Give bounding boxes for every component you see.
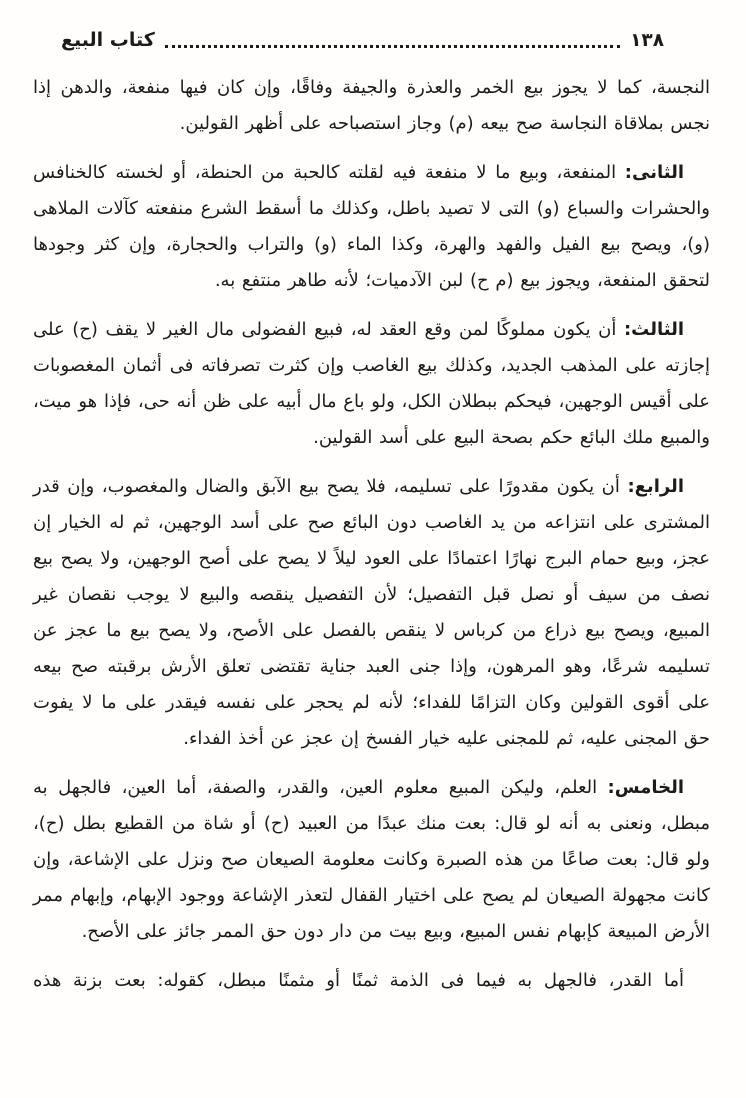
paragraph-4: [33, 469, 710, 757]
paragraph-3: [33, 312, 710, 456]
paragraph-1: [33, 70, 710, 142]
paragraph-text: أما القدر، فالجهل به فيما فى الذمة ثمنًا أو مثمنًا مبطل، كقوله: بعت بزنة هذه: [33, 969, 684, 991]
paragraph-text: النجسة، كما لا يجوز بيع الخمر والعذرة والجيفة وفاقًا، وإن كان فيها منفعة، والدهن إذا نجس بملاقاة النجاسة صح بيعه (م) وجاز استصباحه على أظهر القولين.: [33, 76, 710, 134]
paragraph-text: المنفعة، وبيع ما لا منفعة فيه لقلته كالحبة من الحنطة، أو لخسته كالخنافس والحشرات والسباع (و) التى لا تصيد باطل، وكذلك ما أسقط الشرع منفعته كآلات الملاهى (و)، ويصح بيع الفيل والفهد والهرة، وكذا الماء (و) والتراب والحجارة، وإن كثر وجودها لتحقق المنفعة، ويجوز بيع (م ح) لبن الآدميات؛ لأنه طاهر منتفع به.: [33, 161, 710, 291]
paragraph-text: أن يكون مملوكًا لمن وقع العقد له، فبيع الفضولى مال الغير لا يقف (ح) على إجازته على المذهب الجديد، وكذلك بيع الغاصب وإن كثرت تصرفاته فى أثمان المغصوبات على أقيس الوجهين، فيحكم ببطلان الكل، ولو باع مال أبيه على ظن أنه حى، فإذا هو ميت، والمبيع ملك البائع حكم بصحة البيع على أسد القولين.: [33, 318, 710, 448]
page-body: [33, 70, 710, 999]
page-number: ١٣٨: [630, 29, 664, 51]
paragraph-lead: الثانى:: [624, 161, 684, 183]
paragraph-text: العلم، وليكن المبيع معلوم العين، والقدر، والصفة، أما العين، فالجهل به مبطل، ونعنى به أنه لو قال: بعت منك عبدًا من العبيد (ح) أو شاة من القطيع بطل (ح)، ولو قال: بعت صاعًا من هذه الصبرة وكانت معلومة الصيعان صح ونزل على الإشاعة، وإن كانت مجهولة الصيعان لم يصح على اختيار القفال لتعذر الإشاعة ووجود الإبهام، وإبهام ممر الأرض المبيعة كإبهام نفس المبيع، وبيع بيت من دار دون حق الممر جائز على الأصح.: [33, 776, 710, 942]
chapter-title: كتاب البيع: [61, 29, 155, 51]
paragraph-lead: الرابع:: [627, 475, 684, 497]
paragraph-lead: الثالث:: [623, 318, 684, 340]
running-header: [33, 26, 710, 55]
dots-leader: [165, 45, 620, 48]
paragraph-lead: الخامس:: [607, 776, 684, 798]
paragraph-2: [33, 155, 710, 299]
paragraph-5: [33, 770, 710, 950]
paragraph-text: أن يكون مقدورًا على تسليمه، فلا يصح بيع الآبق والضال والمغصوب، وإن قدر المشترى على انتزاعه من يد الغاصب دون البائع صح على أسد الوجهين، ثم له الخيار إن عجز، وبيع حمام البرج نهارًا اعتمادًا على العود ليلاً لا يصح على أصح الوجهين، ولا يصح بيع نصف من سيف أو نصل قبل التفصيل؛ لأن التفصيل ينقصه والبيع لا يوجب نقصان غير المبيع، ويصح بيع ذراع من كرباس لا ينقص بالفصل على الأصح، ولا يصح بيع ما عجز عن تسليمه شرعًا، وهو المرهون، وإذا جنى العبد جناية تقتضى تعلق الأرش برقبته صح بيعه على أقوى القولين وكان التزامًا للفداء؛ لأنه لم يحجر على نفسه فيقدر على ما لا يفوت حق المجنى عليه، ثم للمجنى عليه خيار الفسخ إن عجز عن أخذ الفداء.: [33, 475, 710, 749]
paragraph-6: [33, 963, 710, 999]
